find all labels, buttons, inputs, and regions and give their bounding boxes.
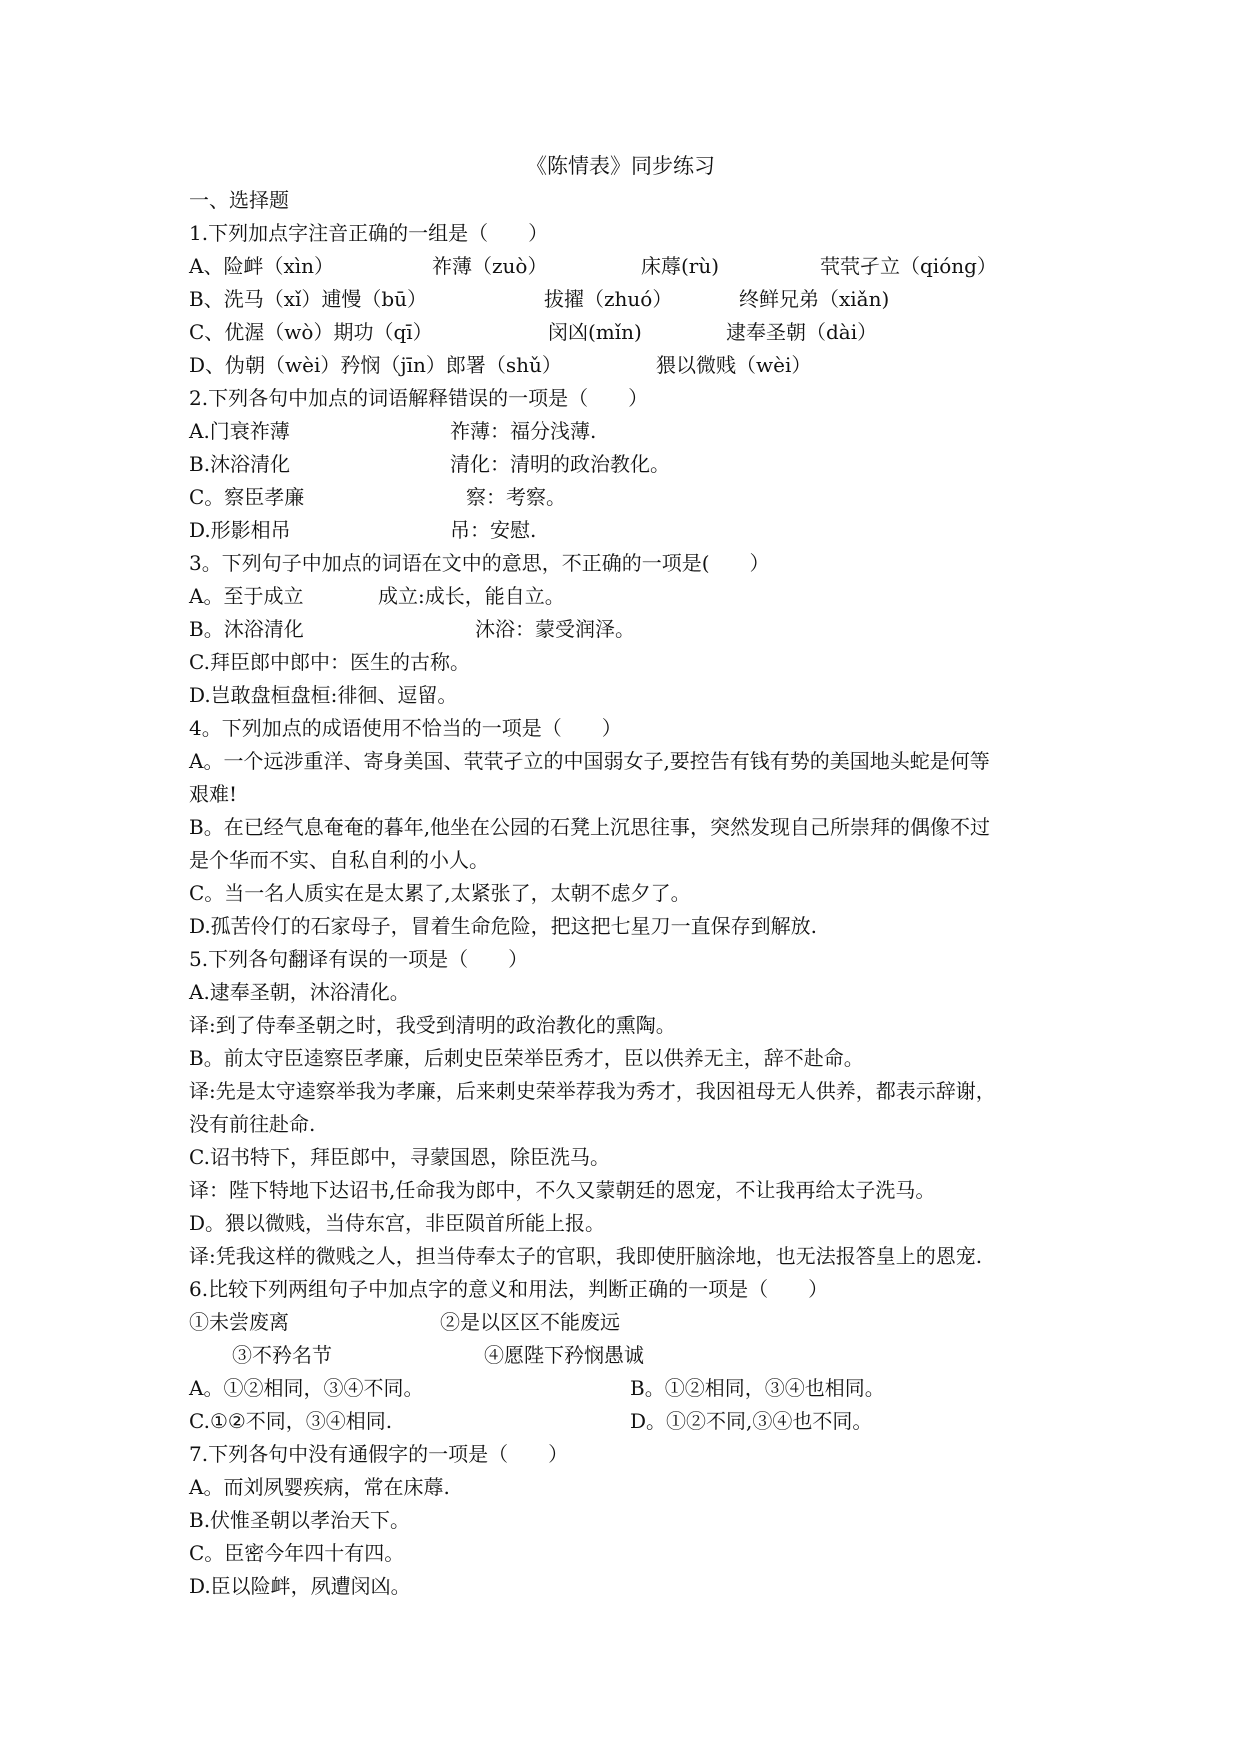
q3-option-b-gloss: 沐浴：蒙受润泽。 (475, 617, 635, 641)
q1-option-c-3: 逮奉圣朝（dài） (726, 320, 878, 344)
q7-stem: 7.下列各句中没有通假字的一项是（ ） (189, 1442, 569, 1466)
q2-option-d: D.形影相吊 (189, 518, 291, 542)
q2-option-a: A.门衰祚薄 (189, 419, 290, 443)
q5-option-a-translation: 译:到了侍奉圣朝之时，我受到清明的政治教化的熏陶。 (189, 1013, 676, 1037)
q5-option-d: D。猥以微贱，当侍东宫，非臣陨首所能上报。 (189, 1211, 606, 1235)
q1-option-b-2: 拔擢（zhuó） (544, 287, 673, 311)
q4-option-b-line1: B。在已经气息奄奄的暮年,他坐在公园的石凳上沉思往事，突然发现自己所崇拜的偶像不过 (189, 815, 991, 839)
q6-option-d: D。①②不同,③④也不同。 (630, 1409, 873, 1433)
q3-option-d: D.岂敢盘桓盘桓:徘徊、逗留。 (189, 683, 458, 707)
q1-option-a-3: 床蓐(rù) (641, 254, 720, 278)
q4-option-b-line2: 是个华而不实、自私自利的小人。 (189, 848, 489, 872)
q1-option-c-2: 闵凶(mǐn) (548, 320, 642, 344)
q7-option-c: C。臣密今年四十有四。 (189, 1541, 405, 1565)
q2-option-b-gloss: 清化：清明的政治教化。 (450, 452, 670, 476)
q5-option-d-translation: 译:凭我这样的微贱之人，担当侍奉太子的官职，我即使肝脑涂地，也无法报答皇上的恩宠. (189, 1244, 983, 1268)
q4-option-a-line1: A。一个远涉重洋、寄身美国、茕茕孑立的中国弱女子,要控告有钱有势的美国地头蛇是何等 (189, 749, 990, 773)
q4-option-c: C。当一名人质实在是太累了,太紧张了，太朝不虑夕了。 (189, 881, 691, 905)
q3-option-a-gloss: 成立:成长，能自立。 (378, 584, 565, 608)
q2-option-c: C。察臣孝廉 (189, 485, 305, 509)
q2-option-b: B.沐浴清化 (189, 452, 291, 476)
q3-option-a: A。至于成立 (189, 584, 304, 608)
q2-option-d-gloss: 吊：安慰. (450, 518, 537, 542)
q7-option-a: A。而刘夙婴疾病，常在床蓐. (189, 1475, 450, 1499)
q1-option-a-4: 茕茕孑立（qióng） (820, 254, 997, 278)
q4-option-a-line2: 艰难! (189, 782, 238, 806)
q5-option-a: A.逮奉圣朝，沐浴清化。 (189, 980, 410, 1004)
q1-option-c-1: C、优渥（wò）期功（qī） (189, 320, 433, 344)
q3-option-c: C.拜臣郎中郎中：医生的古称。 (189, 650, 470, 674)
q5-stem: 5.下列各句翻译有误的一项是（ ） (189, 947, 529, 971)
q7-option-b: B.伏惟圣朝以孝治天下。 (189, 1508, 411, 1532)
q1-option-a-1: A、险衅（xìn） (189, 254, 334, 278)
q1-option-a-2: 祚薄（zuò） (432, 254, 548, 278)
q7-option-d: D.臣以险衅，夙遭闵凶。 (189, 1574, 411, 1598)
q4-option-d: D.孤苦伶仃的石家母子，冒着生命危险，把这把七星刀一直保存到解放. (189, 914, 818, 938)
q6-sentence-1: ①未尝废离 (189, 1310, 289, 1334)
q6-option-b: B。①②相同，③④也相同。 (630, 1376, 885, 1400)
q2-option-a-gloss: 祚薄：福分浅薄. (450, 419, 597, 443)
q5-option-b-translation-1: 译:先是太守逵察举我为孝廉，后来刺史荣举荐我为秀才，我因祖母无人供养，都表示辞谢， (189, 1079, 996, 1103)
q5-option-b: B。前太守臣逵察臣孝廉，后刺史臣荣举臣秀才，臣以供养无主，辞不赴命。 (189, 1046, 864, 1070)
q3-option-b: B。沐浴清化 (189, 617, 304, 641)
q6-sentence-2: ②是以区区不能废远 (440, 1310, 620, 1334)
q1-option-d-1: D、伪朝（wèi）矜悯（jīn）郎署（shǔ） (189, 353, 562, 377)
q5-option-b-translation-2: 没有前往赴命. (189, 1112, 316, 1136)
q1-option-d-2: 猥以微贱（wèi） (656, 353, 812, 377)
q1-option-b-1: B、洗马（xǐ）逋慢（bū） (189, 287, 428, 311)
q1-option-b-3: 终鲜兄弟（xiǎn) (739, 287, 890, 311)
q5-option-c-translation: 译：陛下特地下达诏书,任命我为郎中，不久又蒙朝廷的恩宠，不让我再给太子洗马。 (189, 1178, 936, 1202)
q6-sentence-3: ③不矜名节 (232, 1343, 332, 1367)
q2-stem: 2.下列各句中加点的词语解释错误的一项是（ ） (189, 386, 649, 410)
q6-option-a: A。①②相同，③④不同。 (189, 1376, 424, 1400)
q4-stem: 4。下列加点的成语使用不恰当的一项是（ ） (189, 716, 622, 740)
section-heading: 一、选择题 (189, 188, 289, 212)
q3-stem: 3。下列句子中加点的词语在文中的意思，不正确的一项是( ） (189, 551, 770, 575)
q5-option-c: C.诏书特下，拜臣郎中，寻蒙国恩，除臣洗马。 (189, 1145, 610, 1169)
q6-stem: 6.比较下列两组句子中加点字的意义和用法，判断正确的一项是（ ） (189, 1277, 829, 1301)
q6-option-c: C.①②不同，③④相同. (189, 1409, 393, 1433)
q2-option-c-gloss: 察：考察。 (466, 485, 566, 509)
q6-sentence-4: ④愿陛下矜悯愚诚 (484, 1343, 644, 1367)
q1-stem: 1.下列加点字注音正确的一组是（ ） (189, 221, 549, 245)
document-title: 《陈情表》同步练习 (526, 154, 715, 178)
